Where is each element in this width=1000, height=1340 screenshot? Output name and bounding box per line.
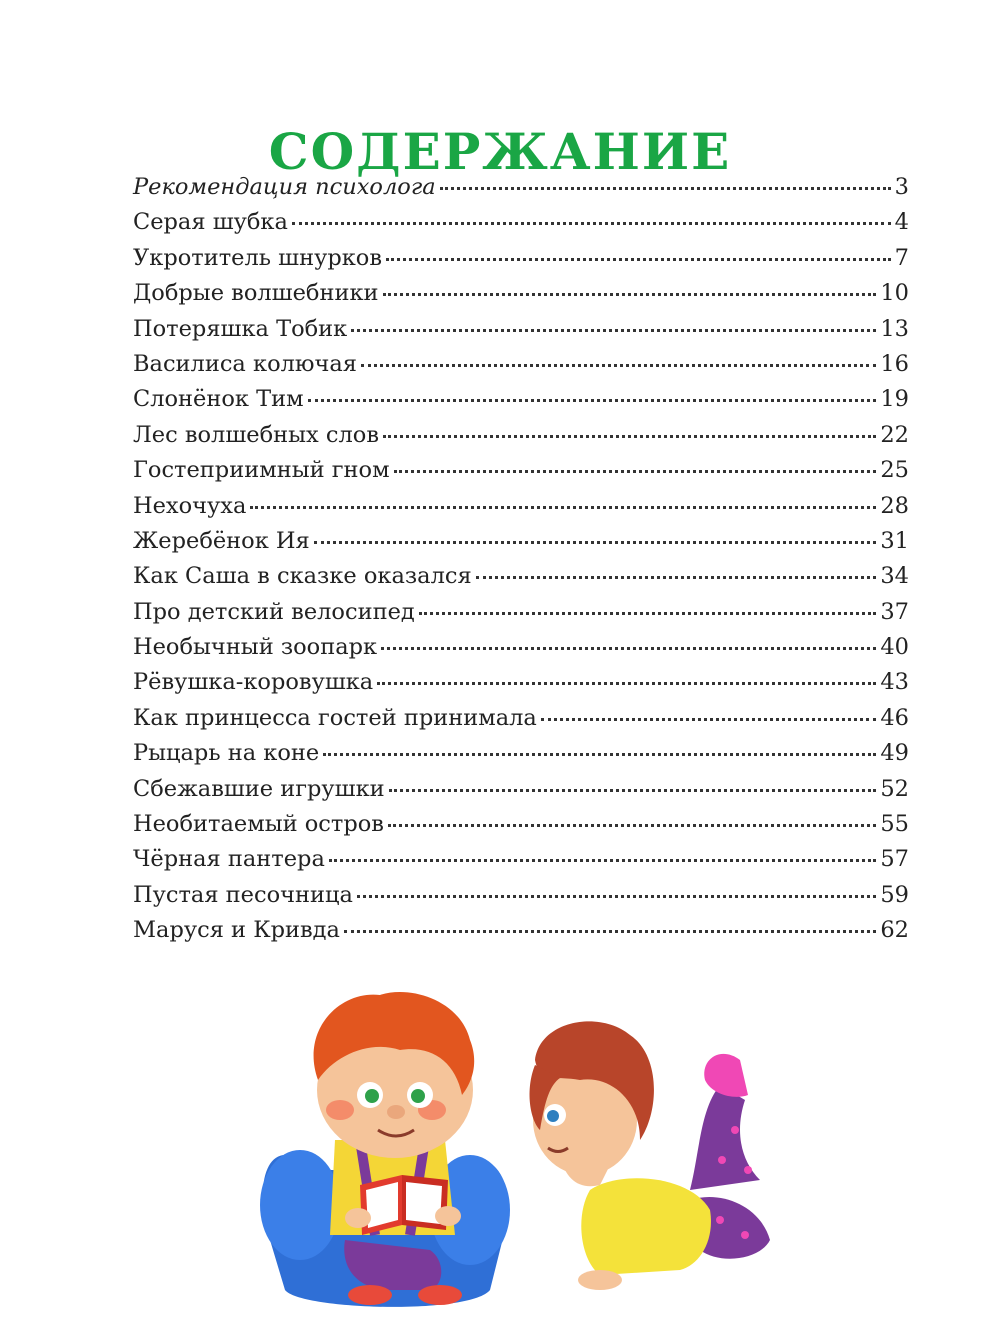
toc-item-title: Нехочуха bbox=[133, 492, 247, 519]
toc-item bbox=[133, 665, 909, 700]
toc-item-page: 19 bbox=[880, 386, 909, 413]
toc-leader-dots bbox=[361, 364, 876, 367]
toc-item-page: 49 bbox=[880, 740, 909, 767]
page-title: СОДЕРЖАНИЕ bbox=[268, 121, 732, 181]
toc-item bbox=[133, 559, 909, 594]
toc-item-title: Жеребёнок Ия bbox=[133, 527, 310, 554]
toc-leader-dots bbox=[250, 506, 876, 509]
toc-leader-dots bbox=[351, 329, 876, 332]
toc-item-page: 4 bbox=[894, 209, 909, 236]
toc-item-page: 31 bbox=[880, 527, 909, 554]
toc-item-page: 43 bbox=[880, 669, 909, 696]
toc-leader-dots bbox=[323, 753, 876, 756]
toc-item-page: 37 bbox=[880, 598, 909, 625]
toc-item-title: Рыцарь на коне bbox=[133, 740, 320, 767]
toc-item bbox=[133, 276, 909, 311]
toc-item-title: Гостеприимный гном bbox=[133, 457, 390, 484]
toc-item-page: 34 bbox=[880, 563, 909, 590]
toc-item-page: 22 bbox=[880, 421, 909, 448]
toc-leader-dots bbox=[394, 470, 877, 473]
toc-item bbox=[133, 453, 909, 488]
toc-leader-dots bbox=[383, 435, 876, 438]
toc-item-page: 40 bbox=[880, 634, 909, 661]
toc-item-title: Сбежавшие игрушки bbox=[133, 775, 385, 802]
toc-item-title: Необитаемый остров bbox=[133, 811, 384, 838]
toc-item bbox=[133, 630, 909, 665]
toc-leader-dots bbox=[308, 399, 877, 402]
toc-leader-dots bbox=[388, 824, 876, 827]
toc-item-title: Добрые волшебники bbox=[133, 280, 379, 307]
toc-leader-dots bbox=[476, 576, 877, 579]
toc-item-title: Как принцесса гостей принимала bbox=[133, 704, 537, 731]
toc-item bbox=[133, 595, 909, 630]
toc-leader-dots bbox=[440, 187, 891, 190]
toc-leader-dots bbox=[314, 541, 877, 544]
toc-item-title: Маруся и Кривда bbox=[133, 917, 340, 944]
toc-item-page: 52 bbox=[880, 775, 909, 802]
toc-item-page: 62 bbox=[880, 917, 909, 944]
toc-leader-dots bbox=[344, 930, 876, 933]
toc-item-title: Рекомендация психолога bbox=[133, 174, 436, 200]
toc-item-page: 10 bbox=[880, 280, 909, 307]
toc-item-page: 46 bbox=[880, 704, 909, 731]
toc-leader-dots bbox=[292, 222, 891, 225]
toc-leader-dots bbox=[419, 612, 877, 615]
toc-item-title: Лес волшебных слов bbox=[133, 421, 379, 448]
toc-item bbox=[133, 241, 909, 276]
girl-lying-icon bbox=[530, 1021, 770, 1290]
toc-leader-dots bbox=[386, 258, 891, 261]
toc-item-page: 57 bbox=[880, 846, 909, 873]
toc-item-title: Про детский велосипед bbox=[133, 598, 415, 625]
toc-item-page: 55 bbox=[880, 811, 909, 838]
toc-item bbox=[133, 382, 909, 417]
toc-leader-dots bbox=[329, 859, 877, 862]
toc-item-page: 3 bbox=[894, 174, 909, 200]
toc-item-title: Необычный зоопарк bbox=[133, 634, 378, 661]
toc-item bbox=[133, 170, 909, 205]
toc-item-title: Серая шубка bbox=[133, 209, 288, 236]
toc-item bbox=[133, 418, 909, 453]
toc-leader-dots bbox=[377, 682, 876, 685]
toc-item-page: 16 bbox=[880, 350, 909, 377]
toc-item bbox=[133, 701, 909, 736]
toc-item-title: Потеряшка Тобик bbox=[133, 315, 348, 342]
toc-item-page: 25 bbox=[880, 457, 909, 484]
toc-leader-dots bbox=[383, 293, 877, 296]
toc-leader-dots bbox=[541, 718, 877, 721]
toc-item-title: Пустая песочница bbox=[133, 881, 353, 908]
toc-item-title: Рёвушка-коровушка bbox=[133, 669, 374, 696]
toc-item bbox=[133, 347, 909, 382]
toc-item bbox=[133, 205, 909, 240]
toc-item-title: Как Саша в сказке оказался bbox=[133, 563, 472, 590]
illustration bbox=[0, 990, 1000, 1340]
toc-leader-dots bbox=[381, 647, 876, 650]
toc-item-page: 7 bbox=[894, 244, 909, 271]
toc-item-title: Укротитель шнурков bbox=[133, 244, 383, 271]
toc-item-title: Чёрная пантера bbox=[133, 846, 325, 873]
toc-leader-dots bbox=[357, 895, 876, 898]
toc-item bbox=[133, 736, 909, 771]
toc-item-title: Слонёнок Тим bbox=[133, 386, 304, 413]
toc-item bbox=[133, 807, 909, 842]
toc-item bbox=[133, 489, 909, 524]
toc-item bbox=[133, 524, 909, 559]
toc-item-page: 59 bbox=[880, 881, 909, 908]
toc-item bbox=[133, 913, 909, 948]
toc-leader-dots bbox=[389, 789, 877, 792]
toc-item-title: Василиса колючая bbox=[133, 350, 357, 377]
toc-item bbox=[133, 878, 909, 913]
toc-item bbox=[133, 312, 909, 347]
table-of-contents bbox=[133, 170, 909, 949]
boy-reading-icon bbox=[260, 992, 510, 1307]
toc-item-page: 13 bbox=[880, 315, 909, 342]
toc-item bbox=[133, 772, 909, 807]
toc-item bbox=[133, 842, 909, 877]
toc-item-page: 28 bbox=[880, 492, 909, 519]
